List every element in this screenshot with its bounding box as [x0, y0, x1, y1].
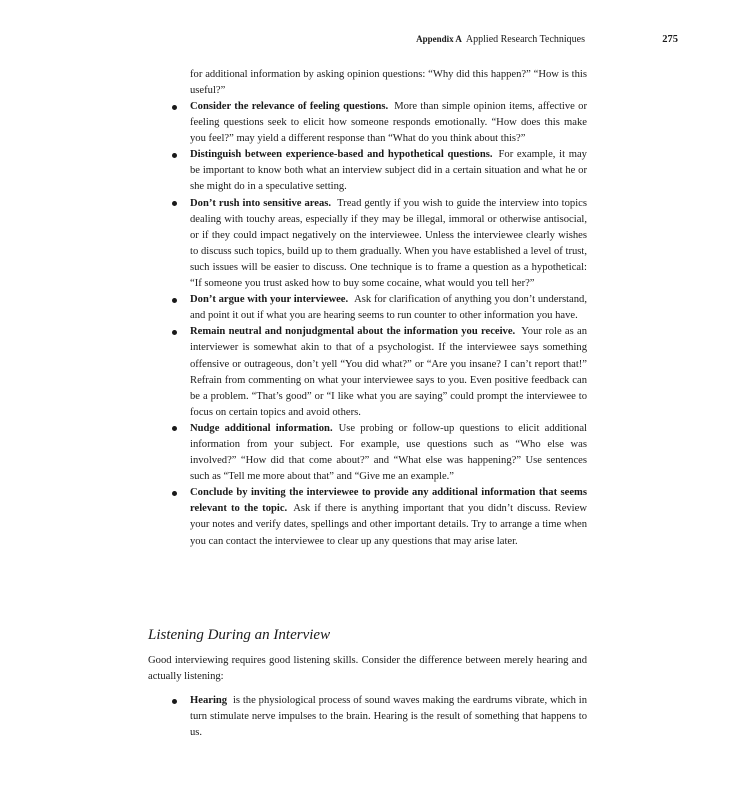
bullet-text: For example, it may be important to know both what an interview subject did in a certain situation and what he or she might do in a speculative setting. — [190, 149, 587, 193]
bullet-lead: Hearing — [190, 695, 228, 706]
bullet-text: is the physiological process of sound waves making the eardrums vibrate, which in turn stimulate nerve impulses to the brain. Hearing is the result of something that happens to us. — [190, 695, 587, 739]
chapter-title: Applied Research Techniques — [465, 34, 585, 45]
bullet-text: Your role as an interviewer is somewhat akin to that of a psychologist. If the interviewee says something offensive or outrageous, don’t yell “You did what?” or “Are you insane? I can’t report that!” Refrain from commenting on what your interviewee says to you. Even positive feedback can be a problem. “That’s good” or “I like what you are saying” could prompt the interviewee to focus on certain topics and avoid others. — [190, 326, 587, 418]
list-item — [190, 324, 587, 421]
running-head — [148, 34, 678, 50]
bullet-lead: Nudge additional information. — [190, 422, 333, 434]
bullet-text: Tread gently if you wish to guide the interview into topics dealing with touchy areas, especially if they may be illegal, immoral or otherwise antisocial, or if they could impact negatively on the interviewee. Unless the interviewee clearly wishes to discuss such topics, build up to them gradually. When you have established a level of trust, such issues will be easier to discuss. One technique is to frame a question as a hypothetical: “If someone you trust asked how to buy some cocaine, what would you tell her?” — [190, 197, 587, 290]
bullet-lead: Distinguish between experience-based and hypothetical questions. — [190, 149, 493, 161]
bullet-lead: Don’t argue with your interviewee. — [190, 294, 349, 306]
bullet-lead: Don’t rush into sensitive areas. — [190, 197, 332, 209]
interview-tips-list — [190, 99, 587, 550]
section-heading: Listening During an Interview — [148, 627, 331, 643]
bullet-text: Ask for clarification of anything you don’t understand, and point it out if what you are hearing seems to run counter to other information you have. — [190, 294, 587, 322]
list-item — [190, 693, 587, 741]
section-intro: Good interviewing requires good listening skills. Consider the difference between merely hearing and actually listening: — [148, 655, 587, 683]
appendix-label: Appendix A — [416, 34, 462, 44]
bullet-lead: Consider the relevance of feeling questions. — [190, 101, 389, 112]
list-item — [190, 421, 587, 485]
continuation-paragraph: for additional information by asking opinion questions: “Why did this happen?” “How is this useful?” — [190, 69, 587, 97]
bullet-text: Ask if there is anything important that you didn’t discuss. Review your notes and verify dates, spellings and other important details. Try to arrange a time when you can contact the interviewee to clear up any questions that may arise later. — [190, 503, 587, 547]
running-head-title — [416, 34, 585, 45]
list-item — [190, 196, 587, 293]
list-item — [190, 147, 587, 195]
list-item — [190, 485, 587, 549]
list-item — [190, 99, 587, 147]
listening-list — [190, 693, 587, 741]
bullet-lead: Conclude by inviting the interviewee to provide any additional information that seems relevant to the topic. — [190, 487, 587, 515]
bullet-lead: Remain neutral and nonjudgmental about the information you receive. — [190, 326, 516, 338]
bullet-text: Use probing or follow-up questions to elicit additional information from your subject. For example, use questions such as “Who else was involved?” “How did that come about?” and “What else was happening?” Use sentences such as “Tell me more about that” and “Give me an example.” — [190, 422, 587, 483]
list-item — [190, 292, 587, 324]
page-number: 275 — [662, 34, 678, 45]
bullet-text: More than simple opinion items, affective or feeling questions seek to elicit how someone responds emotionally. “How does this make you feel?” may yield a different response than “What do you think about this?” — [190, 101, 587, 145]
